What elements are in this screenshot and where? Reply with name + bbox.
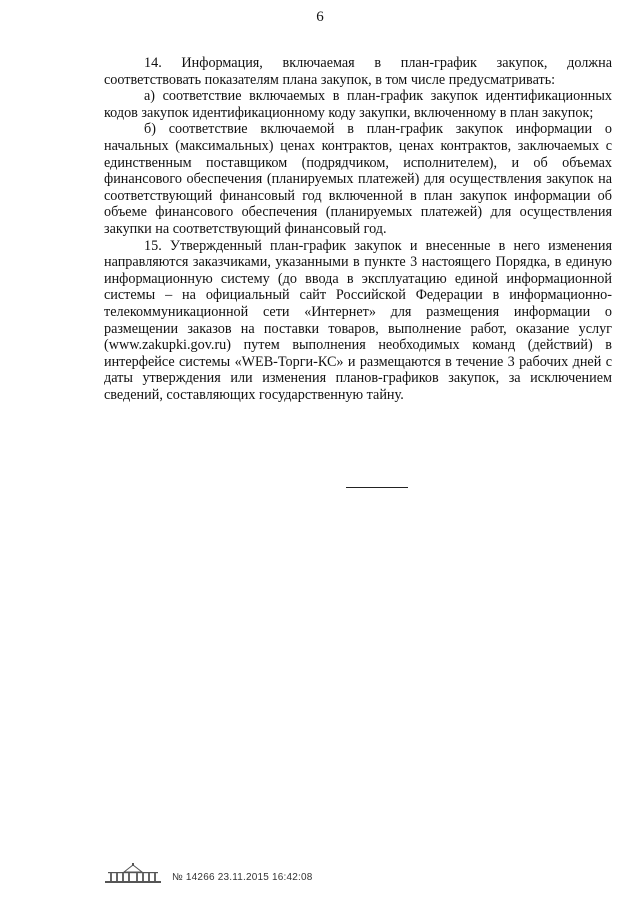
footer — [104, 862, 313, 884]
document-body — [104, 55, 612, 403]
government-building-logo-icon — [104, 862, 162, 884]
paragraph-item-15: 15. Утвержденный план-график закупок и внесенные в него изменения направляются заказчиками, указанными в пункте 3 настоящего Порядка, в единую информационную систему (до ввода в эксплуатацию единой информационной системы – на официальный сайт Российской Федерации в информационно-телекоммуникационной сети «Интернет» для размещения информации о размещении заказов на поставки товаров, выполнение работ, оказание услуг (www.zakupki.gov.ru) путем выполнения необходимых команд (действий) в интерфейсе системы «WEB-Торги-КС» и размещаются в течение 3 рабочих дней с даты утверждения или изменения планов-графиков закупок, за исключением сведений, составляющих государственную тайну. — [104, 237, 612, 403]
paragraph-subitem-a: а) соответствие включаемых в план-график закупок идентификационных кодов закупок идентификационному коду закупки, включенному в план закупок; — [104, 88, 612, 121]
page-number: 6 — [316, 9, 324, 25]
paragraph-item-14: 14. Информация, включаемая в план-график закупок, должна соответствовать показателям плана закупок, в том числе предусматривать: — [104, 55, 612, 88]
end-separator-line — [346, 487, 408, 488]
paragraph-subitem-b: б) соответствие включаемой в план-график закупок информации о начальных (максимальных) ценах контрактов, ценах контрактов, заключаемых с единственным поставщиком (подрядчиком, исполнителем), и об объемах финансового обеспечения (планируемых платежей) для осуществления закупок на соответствующий финансовый год включенной в план закупок информации об объеме финансового обеспечения (планируемых платежей) для осуществления закупки на соответствующий финансовый год. — [104, 121, 612, 237]
registration-stamp: № 14266 23.11.2015 16:42:08 — [172, 871, 313, 883]
